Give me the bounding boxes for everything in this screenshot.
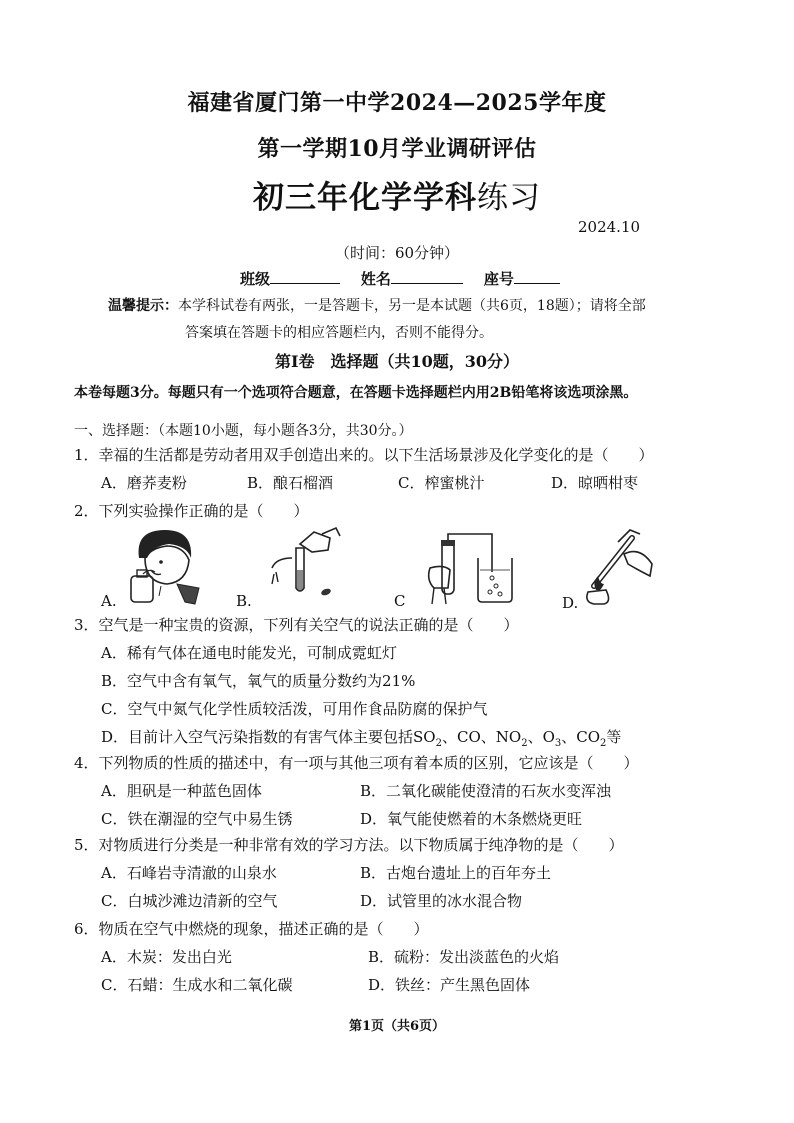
q5-option-d: D．试管里的冰水混合物 — [360, 892, 523, 910]
section-rule: 本卷每题3分。每题只有一个选项符合题意，在答题卡选择题栏内用2B铅笔将该选项涂黑。 — [74, 385, 638, 401]
smelling-gas-illustration — [125, 524, 205, 606]
q4-option-d: D．氧气能使燃着的木条燃烧更旺 — [360, 810, 583, 828]
q3-d-text: 等 — [606, 728, 622, 746]
seat-blank[interactable] — [514, 269, 560, 284]
tip-line-2: 答案填在答题卡的相应答题栏内，否则不能得分。 — [185, 325, 493, 341]
section-heading: 第Ⅰ卷 选择题（共10题，30分） — [274, 352, 520, 371]
q4-option-a: A．胆矾是一种蓝色固体 — [101, 782, 262, 800]
q1-option-a: A．磨荞麦粉 — [101, 474, 187, 492]
name-blank[interactable] — [391, 269, 463, 284]
tip-label: 温馨提示： — [108, 298, 178, 314]
tip-line-1 — [108, 295, 646, 315]
q3-stem: 3．空气是一种宝贵的资源，下列有关空气的说法正确的是（ ） — [74, 616, 519, 634]
q2-option-c: C — [394, 592, 406, 610]
heating-tube-illustration — [580, 524, 660, 606]
q3-option-b: B．空气中含有氧气，氧气的质量分数约为21% — [101, 672, 416, 690]
exam-time: （时间：60分钟） — [334, 244, 460, 262]
q6-option-a: A．木炭：发出白光 — [101, 948, 232, 966]
airtightness-check-illustration — [420, 530, 520, 606]
q5-option-c: C．白城沙滩边清新的空气 — [101, 892, 278, 910]
title-line-1: 福建省厦门第一中学2024—2025学年度 — [187, 90, 607, 116]
exam-date: 2024.10 — [578, 218, 641, 236]
q6-option-c: C．石蜡：生成水和二氧化碳 — [101, 976, 293, 994]
q3-option-c: C．空气中氮气化学性质较活泼，可用作食品防腐的保护气 — [101, 700, 488, 718]
q3-d-sub: 2 — [435, 738, 442, 749]
q4-stem: 4．下列物质的性质的描述中，有一项与其他三项有着本质的区别，它应该是（ ） — [74, 754, 639, 772]
part-heading: 一、选择题：（本题10小题，每小题各3分，共30分。） — [74, 423, 413, 439]
tip-text-1: 本学科试卷有两张，一是答题卡，另一是本试题（共6页，18题）；请将全部 — [178, 298, 646, 314]
q3-d-sub: 2 — [521, 738, 528, 749]
q3-d-text: 、CO — [561, 728, 601, 746]
q1-option-b: B．酿石榴酒 — [247, 474, 334, 492]
q2-option-d: D. — [562, 594, 579, 612]
title-bold: 初三年化学学科 — [253, 180, 477, 216]
class-label: 班级 — [240, 270, 271, 288]
q3-d-sub: 2 — [600, 738, 607, 749]
pouring-liquid-illustration — [266, 524, 346, 602]
name-label: 姓名 — [360, 270, 391, 288]
q3-d-text: D．目前计入空气污染指数的有害气体主要包括SO — [101, 728, 436, 746]
q6-stem: 6．物质在空气中燃烧的现象，描述正确的是（ ） — [74, 920, 429, 938]
title-line-3 — [0, 172, 794, 217]
seat-label: 座号 — [483, 270, 514, 288]
q3-option-a: A．稀有气体在通电时能发光，可制成霓虹灯 — [101, 644, 397, 662]
q3-d-sub: 3 — [554, 738, 562, 749]
q4-option-b: B．二氧化碳能使澄清的石灰水变浑浊 — [360, 782, 612, 800]
q3-d-text: 、CO、NO — [441, 728, 522, 746]
q2-option-a: A. — [101, 592, 117, 610]
q1-option-c: C．榨蜜桃汁 — [398, 474, 485, 492]
q3-d-text: 、O — [527, 728, 555, 746]
title-line-2: 第一学期10月学业调研评估 — [257, 136, 537, 162]
q2-stem: 2．下列实验操作正确的是（ ） — [74, 502, 309, 520]
q2-option-b: B. — [236, 592, 252, 610]
student-info-fields — [240, 268, 560, 289]
q6-option-d: D．铁丝：产生黑色固体 — [368, 976, 531, 994]
class-blank[interactable] — [270, 269, 340, 284]
q4-option-c: C．铁在潮湿的空气中易生锈 — [101, 810, 293, 828]
q6-option-b: B．硫粉：发出淡蓝色的火焰 — [368, 948, 560, 966]
q1-option-d: D．晾晒柑枣 — [551, 474, 639, 492]
q1-stem: 1．幸福的生活都是劳动者用双手创造出来的。以下生活场景涉及化学变化的是（ ） — [74, 446, 654, 464]
title-normal: 练习 — [477, 180, 541, 216]
q3-option-d — [101, 726, 621, 749]
q5-stem: 5．对物质进行分类是一种非常有效的学习方法。以下物质属于纯净物的是（ ） — [74, 836, 624, 854]
page-footer: 第1页（共6页） — [348, 1019, 446, 1034]
q5-option-b: B．古炮台遗址上的百年夯土 — [360, 864, 552, 882]
q5-option-a: A．石峰岩寺清澈的山泉水 — [101, 864, 277, 882]
